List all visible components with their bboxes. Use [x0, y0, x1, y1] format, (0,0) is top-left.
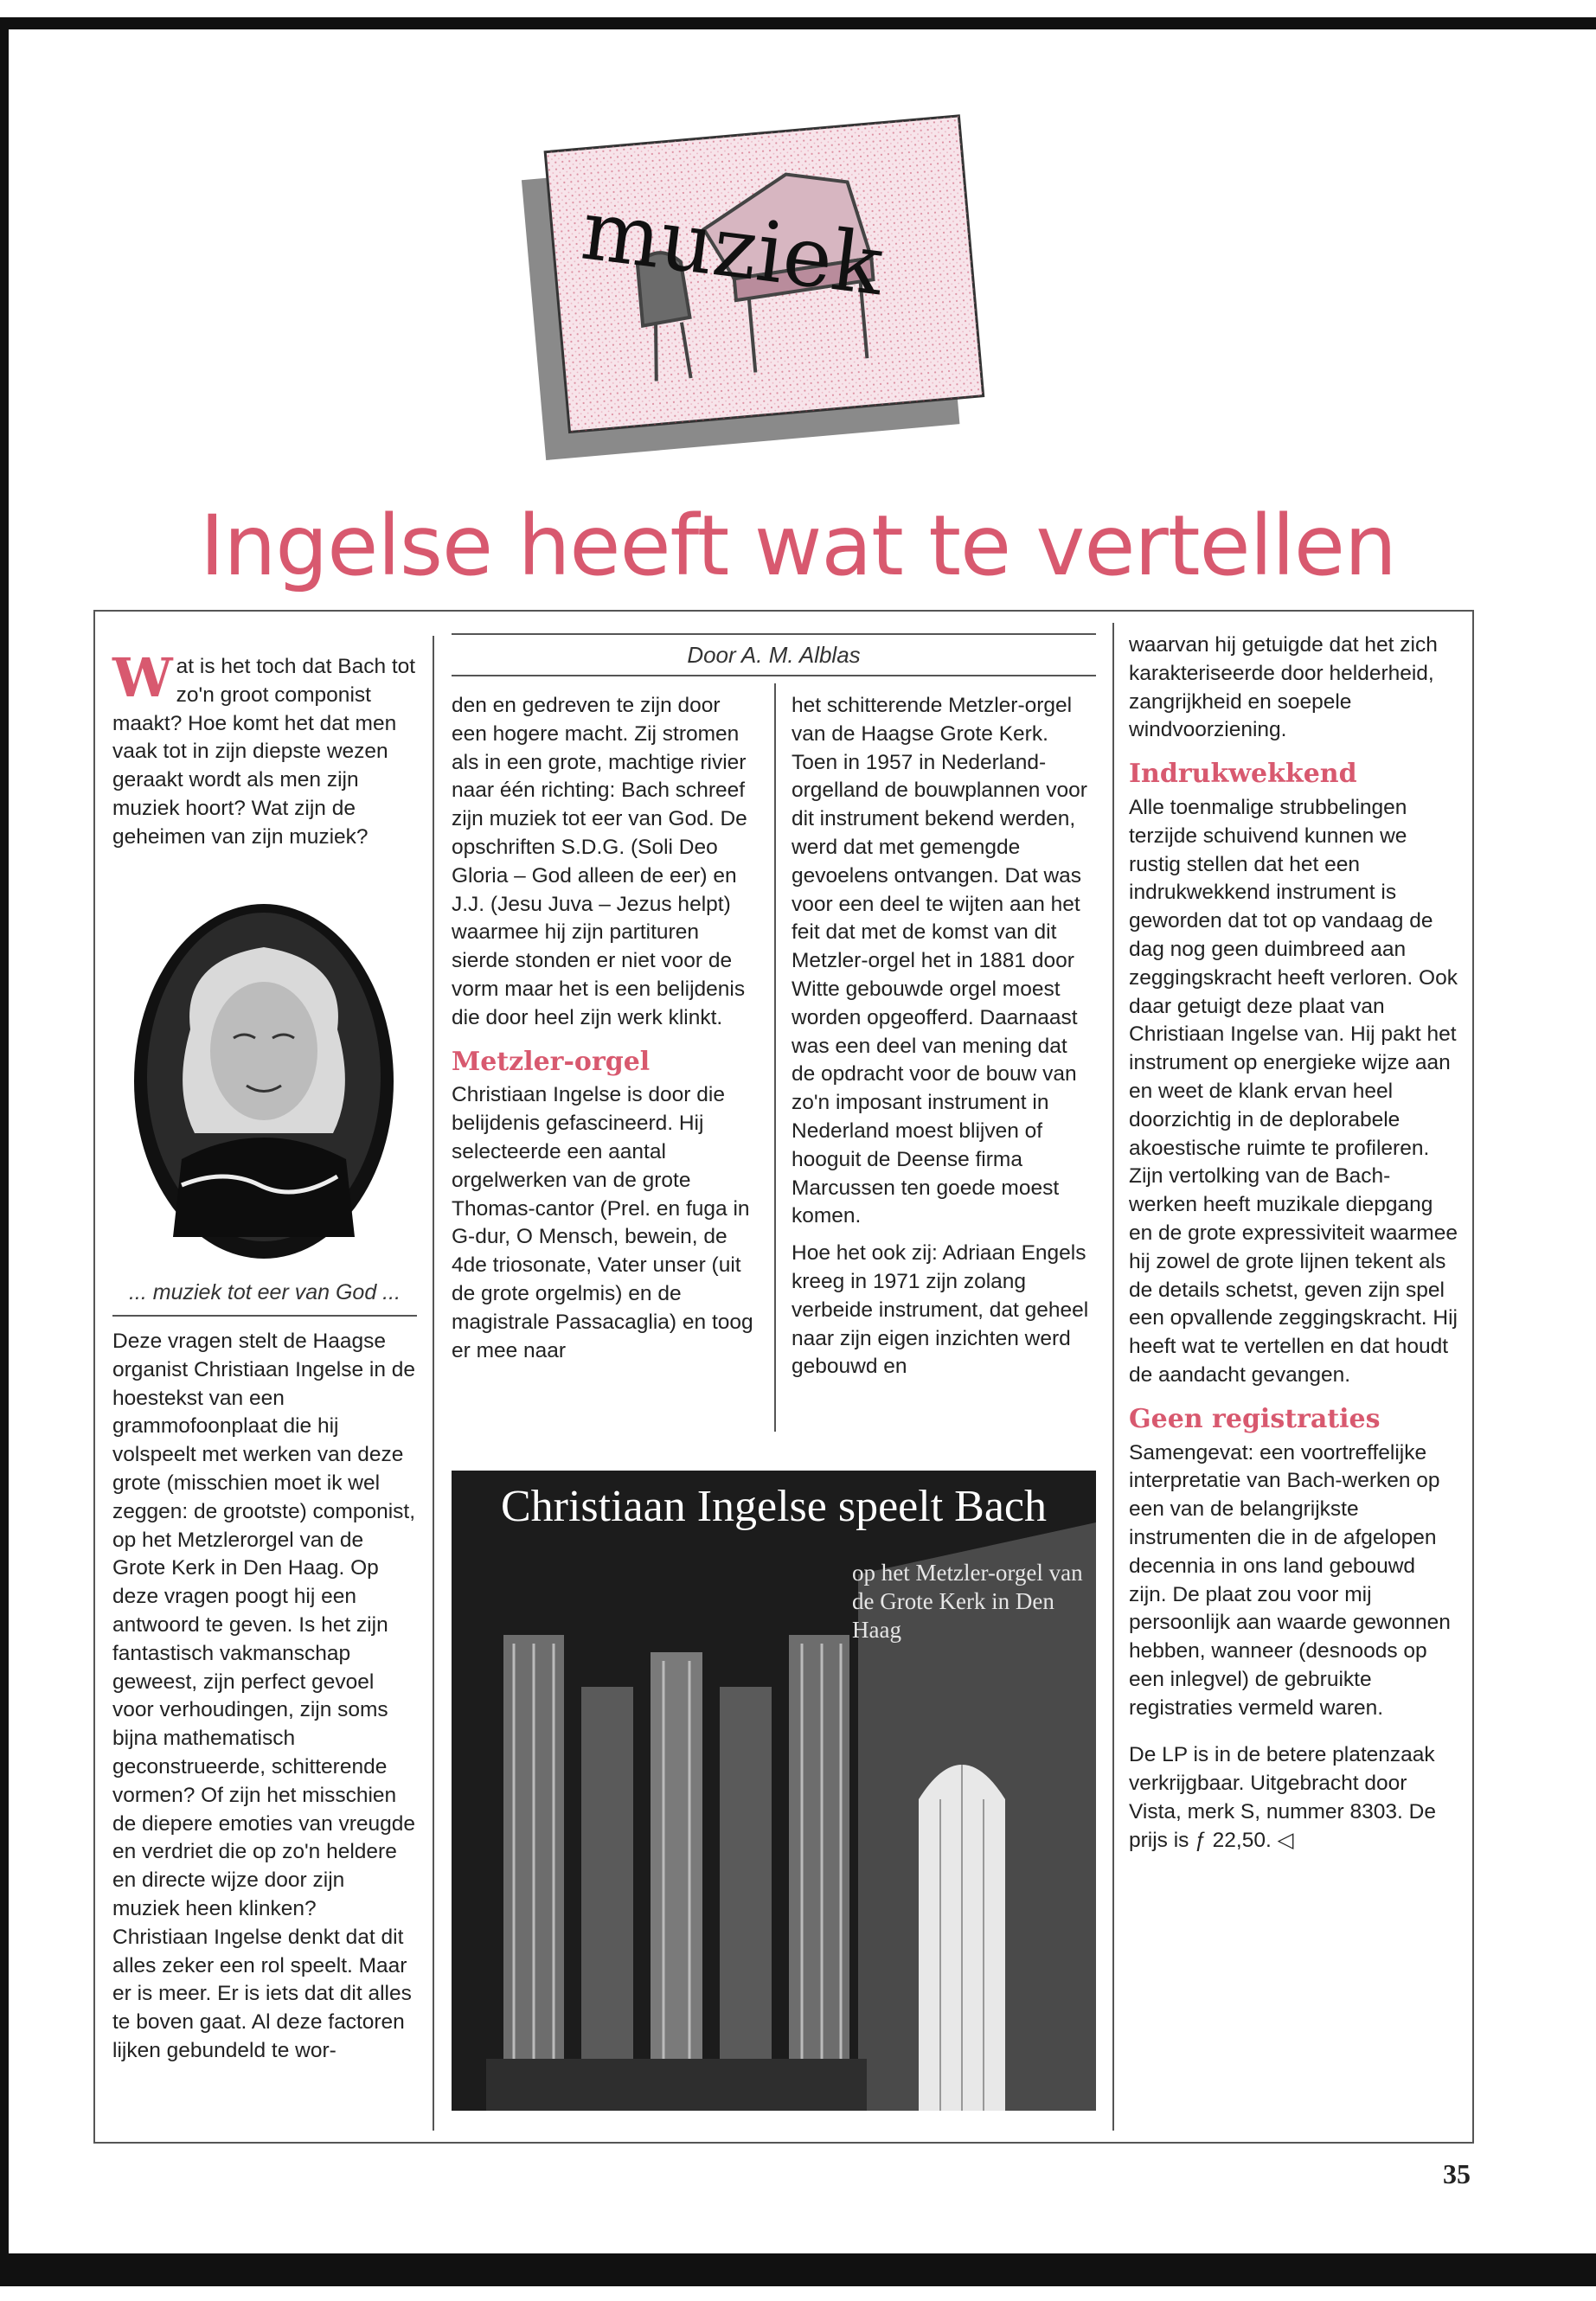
left-border-bar: [0, 17, 9, 2286]
column-1-body: [112, 1328, 417, 2074]
intro-column: [112, 646, 417, 861]
intro-paragraph: [112, 646, 417, 852]
caption-rule: [112, 1315, 417, 1317]
subheading-metzler-orgel: Metzler-orgel: [452, 1046, 651, 1077]
bottom-border-bar: [0, 2253, 1596, 2286]
col3-paragraph-2: Hoe het ook zij: Adriaan Engels kreeg in 1971 zijn zolang verbeide instrument, dat geheel naar zijn eigen inzichten werd gebouwd en: [792, 1241, 1089, 1379]
headline: Ingelse heeft wat te vertellen: [200, 497, 1396, 594]
col4-paragraph-3: Samengevat: een voortreffelijke interpretatie van Bach-werken op een van de belangrijkste instrumenten die in de afgelopen decennia in ons land gebouwd zijn. De plaat zou voor mij persoonlijk aan waarde gewonnen hebben, wanneer (desnoods op een inlegvel) de gebruikte registraties vermeld waren.: [1129, 1440, 1451, 1720]
column-rule-2: [774, 683, 776, 1432]
column-rule-1: [433, 636, 434, 2131]
photo-subtitle: op het Metzler-orgel van de Grote Kerk in Den Haag: [852, 1560, 1083, 1643]
section-label: muziek: [576, 181, 888, 315]
col2-paragraph-1: den en gedreven te zijn door een hogere macht. Zij stromen als in een grote, machtige rivier naar één richting: Bach schreef zijn muziek tot eer van God. De opschriften S.D.G. (Soli Deo Gloria – God alleen de eer) en J.J. (Jesu Juva – Jezus helpt) waarmee hij zijn partituren sierde stonden er niet voor de vorm maar het is een belijdenis die door heel zijn werk klinkt.: [452, 694, 747, 1029]
col4-paragraph-1: waarvan hij getuigde dat het zich karakteriseerde door helderheid, zangrijkheid en soepele windvoorziening.: [1129, 633, 1438, 742]
bach-portrait: [130, 900, 398, 1263]
byline-rule-bottom: [452, 675, 1096, 676]
subheading-indrukwekkend: Indrukwekkend: [1129, 759, 1357, 790]
intro-text: at is het toch dat Bach tot zo'n groot componist maakt? Hoe komt het dat men vaak tot in zijn diepste wezen geraakt wordt als men zijn muziek hoort? Wat zijn de geheimen van zijn muziek?: [112, 655, 416, 849]
col3-paragraph-1: het schitterende Metzler-orgel van de Haagse Grote Kerk. Toen in 1957 in Nederland-orgelland de bouwplannen voor dit instrument bekend werden, werd dat met gemengde gevoelens ontvangen. Dat was voor een deel te wijten aan het feit dat met de komst van dit Metzler-orgel het in 1881 door Witte gebouwde orgel moest worden opgeofferd. Daarnaast was een deel van mening dat de opdracht voor de bouw van zo'n imposant instrument in Nederland moest blijven of hooguit de Deense firma Marcussen ten goede moest komen.: [792, 694, 1087, 1228]
face-icon: [210, 982, 317, 1120]
col4-paragraph-4: De LP is in de betere platenzaak verkrijgbaar. Uitgebracht door Vista, merk S, nummer 8303. De prijs is ƒ 22,50. ◁: [1129, 1743, 1436, 1852]
photo-title: Christiaan Ingelse speelt Bach: [500, 1482, 1048, 1531]
byline-rule-top: [452, 633, 1096, 635]
portrait-caption: ... muziek tot eer van God ...: [128, 1280, 401, 1304]
column-3: [792, 692, 1096, 1390]
column-4: [1129, 631, 1458, 1864]
drop-cap: W: [112, 646, 173, 709]
section-logo: [510, 95, 1003, 484]
col2-paragraph-2: Christiaan Ingelse is door die belijdenis gefascineerd. Hij selecteerde een aantal orgelwerken van de grote Thomas-cantor (Prel. en fuga in G-dur, O Mensch, bewein, de 4de triosonate, Vater unser (uit de grote orgelmis) en de magistrale Passacaglia) en toog er mee naar: [452, 1083, 753, 1362]
top-border-bar: [0, 17, 1596, 29]
column-2: [452, 692, 756, 1374]
organ-pipes-icon: [486, 1635, 867, 2111]
page-number: 35: [1443, 2158, 1471, 2189]
byline: Door A. M. Alblas: [687, 642, 861, 668]
subheading-geen-registraties: Geen registraties: [1129, 1403, 1381, 1434]
column-rule-3: [1112, 623, 1114, 2131]
col4-paragraph-2: Alle toenmalige strubbelingen terzijde schuivend kunnen we rustig stellen dat het een indrukwekkend instrument is geworden dat tot op vandaag de dag nog geen duimbreed aan zeggingskracht heeft verloren. Ook daar getuigt deze plaat van Christiaan Ingelse van. Hij pakt het instrument op energieke wijze aan en weet de klank ervan heel doorzichtig in de deplorabele akoestische ruimte te profileren. Zijn vertolking van de Bach-werken heeft muzikale diepgang en de grote expressiviteit waarmee hij zowel de grote lijnen tekent als de details schetst, geven zijn spel een opvallende zeggingskracht. Hij heeft wat te vertellen en dat houdt de aandacht gevangen.: [1129, 795, 1458, 1387]
column-1-text: Deze vragen stelt de Haagse organist Christiaan Ingelse in de hoestekst van een grammofoonplaat die hij volspeelt met werken van deze grote (misschien moet ik wel zeggen: de grootste) componist, op het Metzlerorgel van de Grote Kerk in Den Haag. Op deze vragen poogt hij een antwoord te geven. Is het zijn fantastisch vakmanschap geweest, zijn perfect gevoel voor verhoudingen, zijn soms bijna mathematisch geconstrueerde, schitterende vormen? Of zijn het misschien de diepere emoties van vreugde en verdriet die op zo'n heldere en directe wijze door zijn muziek heen klinken? Christiaan Ingelse denkt dat dit alles zeker een rol speelt. Maar er is meer. Er is iets dat dit alles te boven gaat. Al deze factoren lijken gebundeld te wor-: [112, 1330, 416, 2062]
